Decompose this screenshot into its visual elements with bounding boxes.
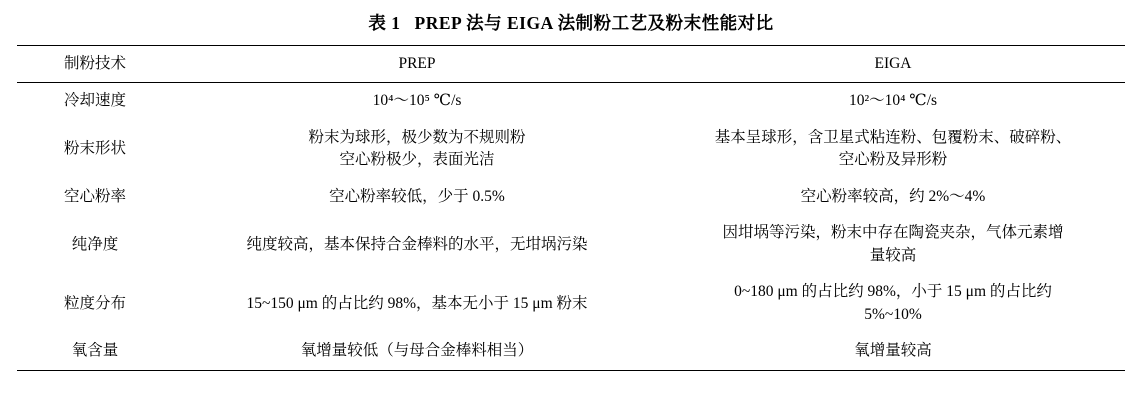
row-value-eiga-line: 0~180 μm 的占比约 98%，小于 15 μm 的占比约 [734, 283, 1052, 301]
caption-title: PREP 法与 EIGA 法制粉工艺及粉末性能对比 [414, 13, 774, 33]
row-value-eiga-line: 5%~10% [864, 305, 922, 323]
row-label: 纯净度 [71, 235, 119, 253]
row-label: 空心粉率 [63, 187, 126, 205]
row-label: 冷却速度 [63, 92, 126, 110]
row-value-prep-line: 空心粉极少，表面光洁 [339, 151, 495, 169]
row-value-prep [173, 215, 661, 274]
row-value-prep-line: 纯度较高，基本保持合金棒料的水平，无坩埚污染 [246, 235, 588, 253]
row-value-eiga-line: 空心粉及异形粉 [838, 151, 948, 169]
row-value-prep-line: 氧增量较低（与母合金棒料相当） [300, 342, 534, 360]
row-label: 氧含量 [17, 333, 173, 370]
header-cell-eiga: EIGA [661, 46, 1125, 83]
row-value-eiga-line: 基本呈球形，含卫星式粘连粉、包覆粉末、破碎粉、 [714, 128, 1072, 146]
table-row [17, 83, 1125, 120]
row-value-eiga-line: 氧增量较高 [854, 342, 932, 360]
table-row [17, 333, 1125, 370]
row-value-prep [173, 83, 661, 120]
table-row [17, 120, 1125, 179]
row-value-prep [173, 274, 661, 333]
table-row [17, 215, 1125, 274]
row-value-prep-line: 粉末为球形，极少数为不规则粉 [308, 128, 526, 146]
row-value-eiga-line: 因坩埚等污染，粉末中存在陶瓷夹杂，气体元素增 [722, 224, 1064, 242]
comparison-table [17, 45, 1125, 371]
row-value-eiga-line: 10²～10⁴ ℃/s [848, 92, 938, 110]
row-value-prep-line: 10⁴～10⁵ ℃/s [372, 92, 462, 110]
table-caption [17, 8, 1125, 45]
row-value-prep-line: 15~150 μm 的占比约 98%，基本无小于 15 μm 粉末 [246, 294, 588, 312]
table-row [17, 274, 1125, 333]
row-value-eiga [661, 274, 1125, 333]
header-cell-prep: PREP [173, 46, 661, 83]
row-value-eiga-line: 空心粉率较高，约 2%～4% [800, 187, 986, 205]
row-label: 粒度分布 [63, 294, 126, 312]
header-cell-technique: 制粉技术 [17, 46, 173, 83]
table-row [17, 179, 1125, 215]
row-value-prep [173, 179, 661, 215]
row-value-eiga-line: 量较高 [869, 246, 917, 264]
table-header-row [17, 46, 1125, 83]
row-value-eiga [661, 215, 1125, 274]
row-value-eiga [661, 333, 1125, 370]
row-value-eiga [661, 83, 1125, 120]
row-value-prep [173, 120, 661, 179]
row-value-prep-line: 空心粉率较低，少于 0.5% [329, 187, 505, 205]
row-value-eiga [661, 179, 1125, 215]
table-container [17, 0, 1125, 371]
caption-number: 表 1 [368, 13, 401, 33]
row-value-eiga [661, 120, 1125, 179]
row-value-prep [173, 333, 661, 370]
row-label: 粉末形状 [63, 140, 126, 158]
